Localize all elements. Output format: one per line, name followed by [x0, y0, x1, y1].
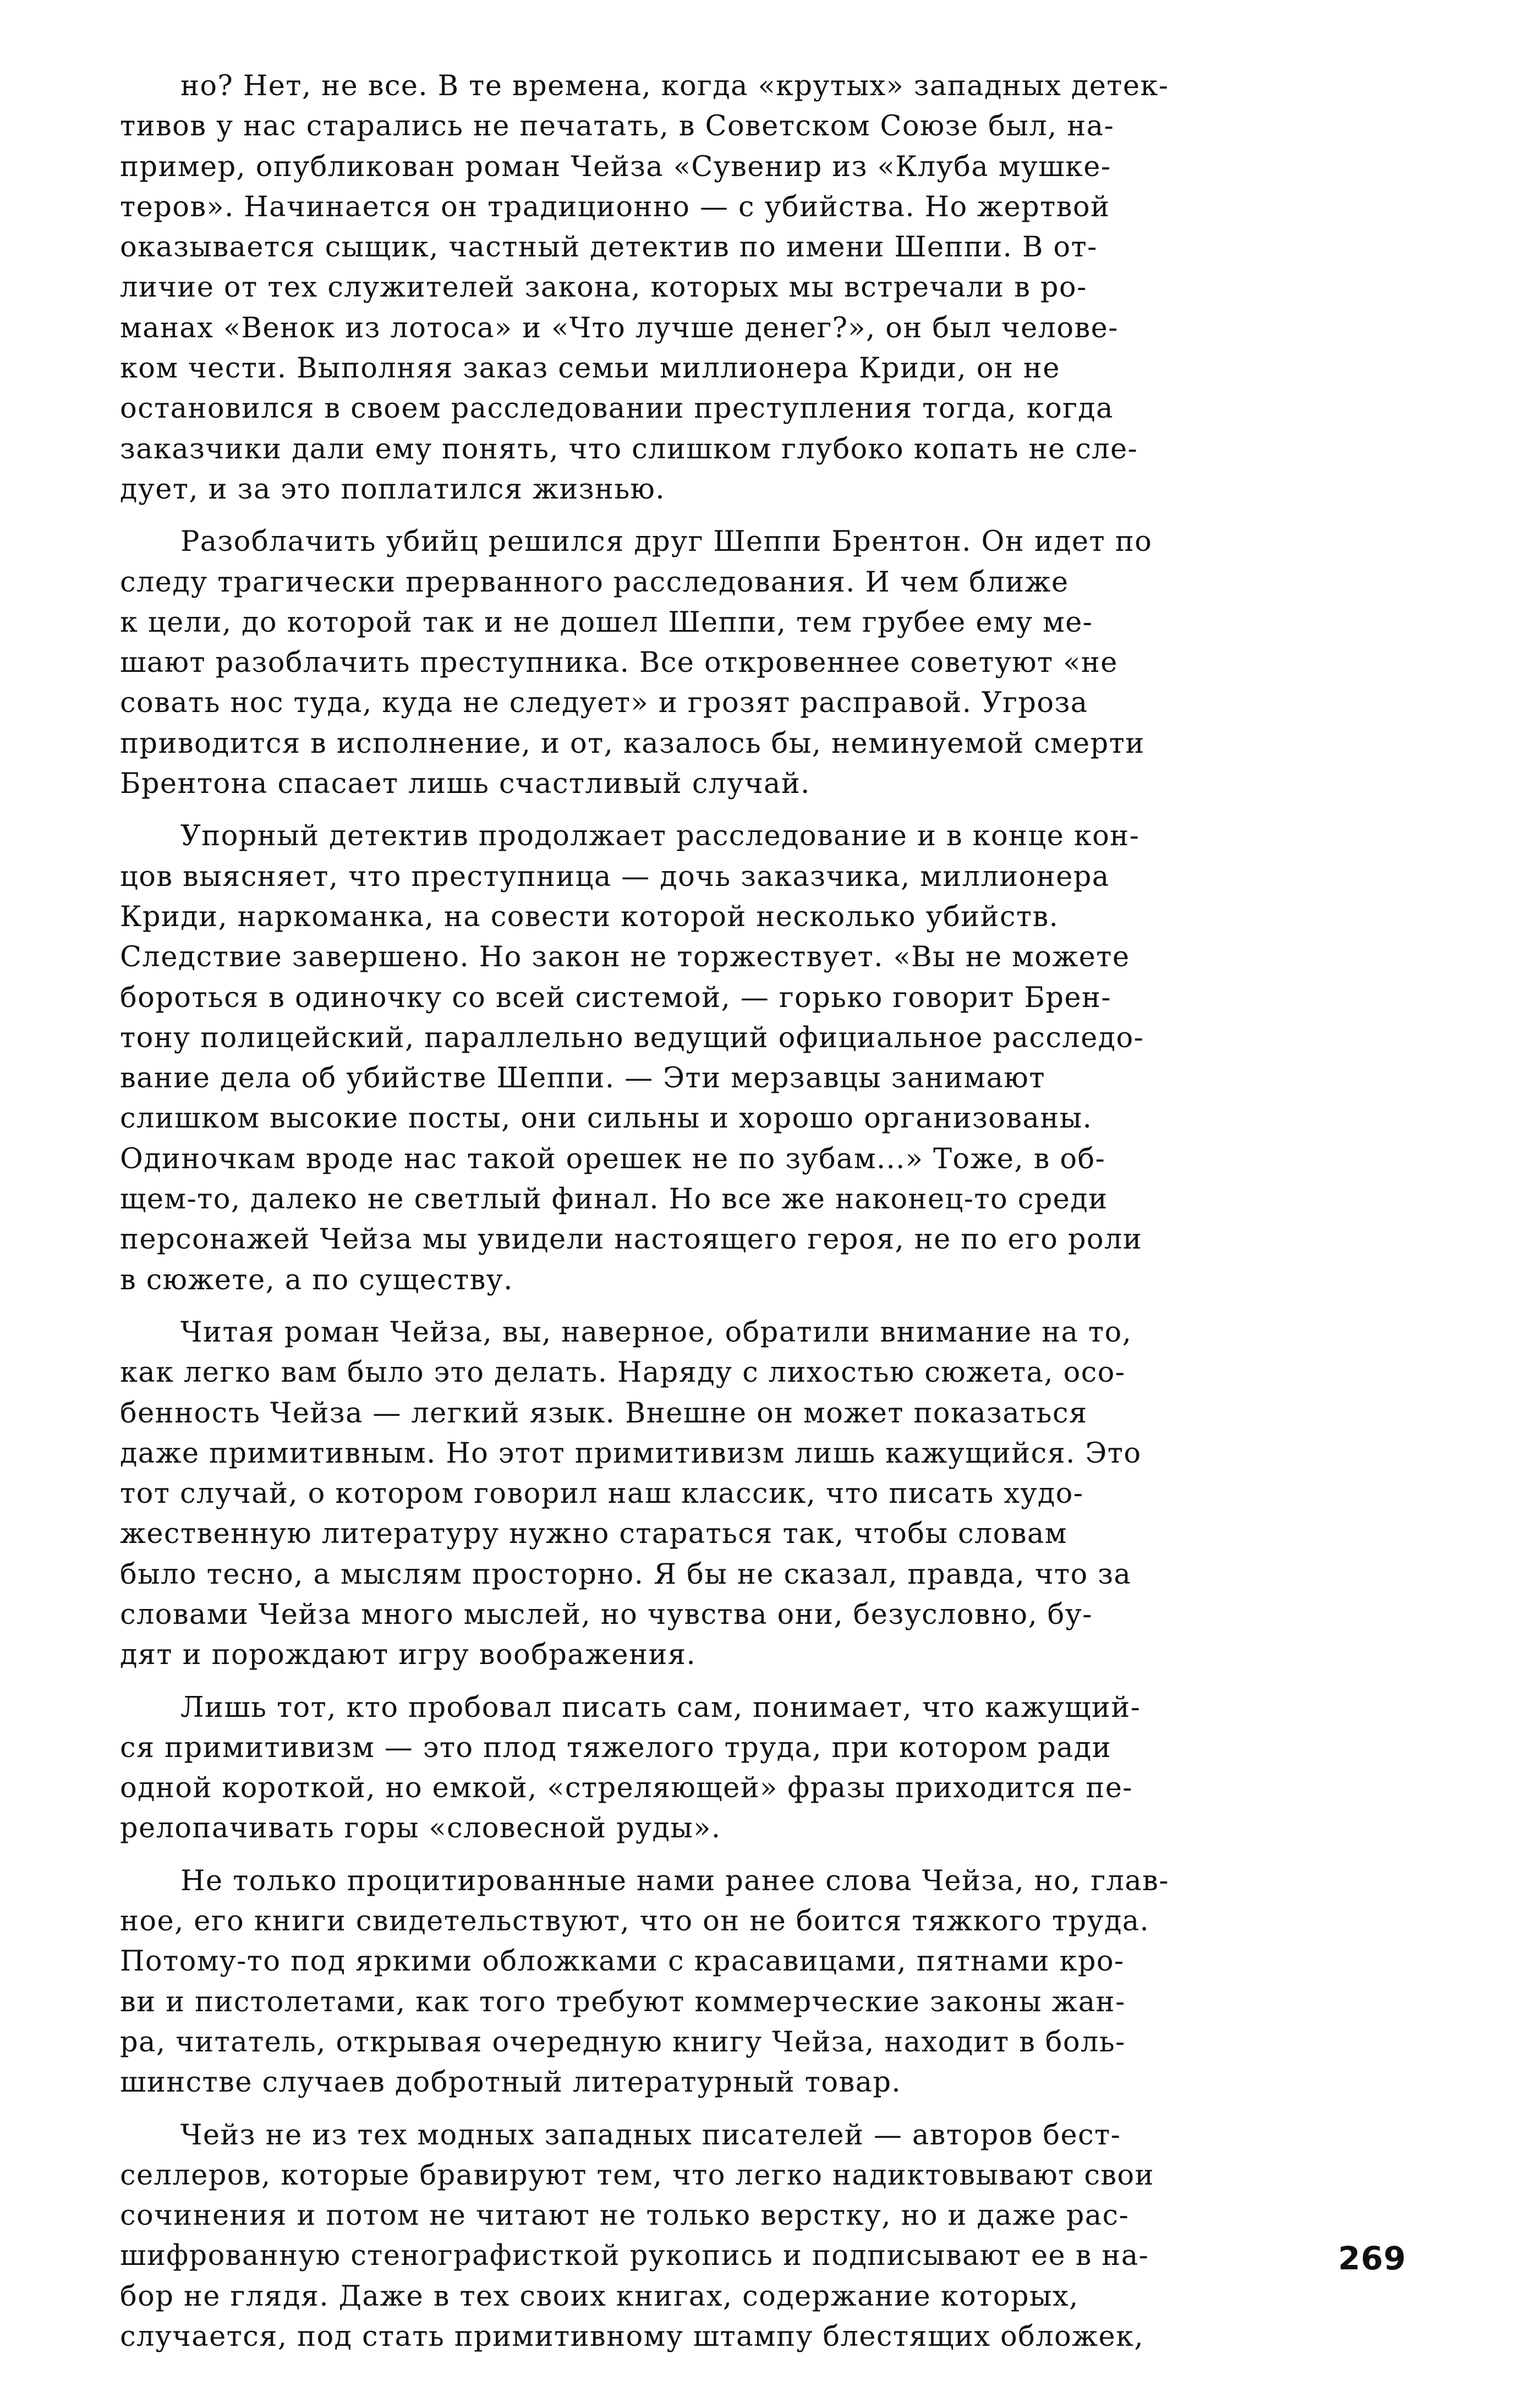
text-line: щем-то, далеко не светлый финал. Но все же наконец-то среди [120, 1183, 1108, 1216]
text-line: одной короткой, но емкой, «стреляющей» фразы приходится пе- [120, 1772, 1133, 1805]
text-line: селлеров, которые бравируют тем, что легко надиктовывают свои [120, 2159, 1154, 2192]
text-line: в сюжете, а по существу. [120, 1263, 513, 1296]
text-line: Чейз не из тех модных западных писателей — авторов бест- [180, 2119, 1121, 2152]
text-line: Потому-то под яркими обложками с красавицами, пятнами кро- [120, 1945, 1125, 1978]
text-line: шинстве случаев добротный литературный товар. [120, 2066, 902, 2099]
text-line: релопачивать горы «словесной руды». [120, 1812, 721, 1845]
text-line: шифрованную стенографисткой рукопись и подписывают ее в на- [120, 2240, 1149, 2273]
text-line: оказывается сыщик, частный детектив по имени Шеппи. В от- [120, 231, 1098, 264]
text-line: ное, его книги свидетельствуют, что он не боится тяжкого труда. [120, 1905, 1150, 1938]
text-line: шают разоблачить преступника. Все откровеннее советуют «не [120, 647, 1118, 680]
paragraph-7 [120, 2115, 1413, 2357]
text-line: бороться в одиночку со всей системой, — горько говорит Брен- [120, 981, 1111, 1014]
text-line: Одиночкам вроде нас такой орешек не по зубам...» Тоже, в об- [120, 1142, 1106, 1175]
page-number: 269 [1338, 2240, 1406, 2277]
text-line: словами Чейза много мыслей, но чувства они, безусловно, бу- [120, 1598, 1093, 1631]
text-line: цов выясняет, что преступница — дочь заказчика, миллионера [120, 860, 1110, 893]
body-text [120, 66, 1413, 2369]
text-line: бор не глядя. Даже в тех своих книгах, содержание которых, [120, 2280, 1079, 2313]
text-line: личие от тех служителей закона, которых мы встречали в ро- [120, 271, 1087, 304]
text-line: остановился в своем расследовании преступления тогда, когда [120, 392, 1114, 425]
text-line: как легко вам было это делать. Наряду с лихостью сюжета, осо- [120, 1356, 1126, 1389]
text-line: бенность Чейза — легкий язык. Внешне он может показаться [120, 1397, 1088, 1430]
text-line: тивов у нас старались не печатать, в Советском Союзе был, на- [120, 110, 1115, 143]
text-line: тону полицейский, параллельно ведущий официальное расследо- [120, 1021, 1144, 1054]
text-line: совать нос туда, куда не следует» и грозят расправой. Угроза [120, 687, 1088, 720]
text-line: было тесно, а мыслям просторно. Я бы не сказал, правда, что за [120, 1558, 1132, 1591]
text-line: даже примитивным. Но этот примитивизм лишь кажущийся. Это [120, 1437, 1142, 1470]
text-line: Следствие завершено. Но закон не торжествует. «Вы не можете [120, 941, 1130, 974]
text-line: слишком высокие посты, они сильны и хорошо организованы. [120, 1102, 1093, 1135]
text-line: но? Нет, не все. В те времена, когда «крутых» западных детек- [180, 70, 1169, 102]
text-line: следу трагически прерванного расследования. И чем ближе [120, 566, 1069, 599]
text-line: сочинения и потом не читают не только верстку, но и даже рас- [120, 2199, 1130, 2232]
text-line: Не только процитированные нами ранее слова Чейза, но, глав- [180, 1864, 1169, 1897]
text-line: Брентона спасает лишь счастливый случай. [120, 768, 810, 801]
text-line: вание дела об убийстве Шеппи. — Эти мерзавцы занимают [120, 1062, 1045, 1095]
text-line: теров». Начинается он традиционно — с убийства. Но жертвой [120, 190, 1110, 223]
paragraph-4 [120, 1312, 1413, 1676]
text-line: ся примитивизм — это плод тяжелого труда, при котором ради [120, 1731, 1112, 1764]
text-line: ви и пистолетами, как того требуют коммерческие законы жан- [120, 1985, 1126, 2018]
paragraph-1 [120, 66, 1413, 510]
text-line: Разоблачить убийц решился друг Шеппи Брентон. Он идет по [180, 526, 1153, 559]
text-line: дует, и за это поплатился жизнью. [120, 473, 665, 506]
text-line: случается, под стать примитивному штампу блестящих обложек, [120, 2321, 1144, 2354]
text-line: Упорный детектив продолжает расследование и в конце кон- [180, 820, 1140, 853]
text-line: дят и порождают игру воображения. [120, 1639, 696, 1672]
text-line: манах «Венок из лотоса» и «Что лучше денег?», он был челове- [120, 311, 1119, 344]
paragraph-6 [120, 1861, 1413, 2103]
text-line: Лишь тот, кто пробовал писать сам, понимает, что кажущий- [180, 1691, 1141, 1724]
text-line: приводится в исполнение, и от, казалось бы, неминуемой смерти [120, 727, 1145, 760]
text-line: ком чести. Выполняя заказ семьи миллионера Криди, он не [120, 352, 1060, 385]
text-line: жественную литературу нужно стараться так, чтобы словам [120, 1518, 1067, 1551]
paragraph-3 [120, 816, 1413, 1300]
text-line: пример, опубликован роман Чейза «Сувенир из «Клуба мушке- [120, 150, 1111, 183]
paragraph-5 [120, 1688, 1413, 1849]
text-line: тот случай, о котором говорил наш классик, что писать худо- [120, 1477, 1084, 1511]
text-line: ра, читатель, открывая очередную книгу Чейза, находит в боль- [120, 2026, 1126, 2059]
text-line: к цели, до которой так и не дошел Шеппи, тем грубее ему ме- [120, 606, 1093, 639]
paragraph-2 [120, 522, 1413, 804]
text-line: Криди, наркоманка, на совести которой несколько убийств. [120, 900, 1059, 933]
text-line: Читая роман Чейза, вы, наверное, обратили внимание на то, [180, 1316, 1132, 1349]
text-line: заказчики дали ему понять, что слишком глубоко копать не сле- [120, 433, 1138, 466]
text-line: персонажей Чейза мы увидели настоящего героя, не по его роли [120, 1223, 1143, 1256]
